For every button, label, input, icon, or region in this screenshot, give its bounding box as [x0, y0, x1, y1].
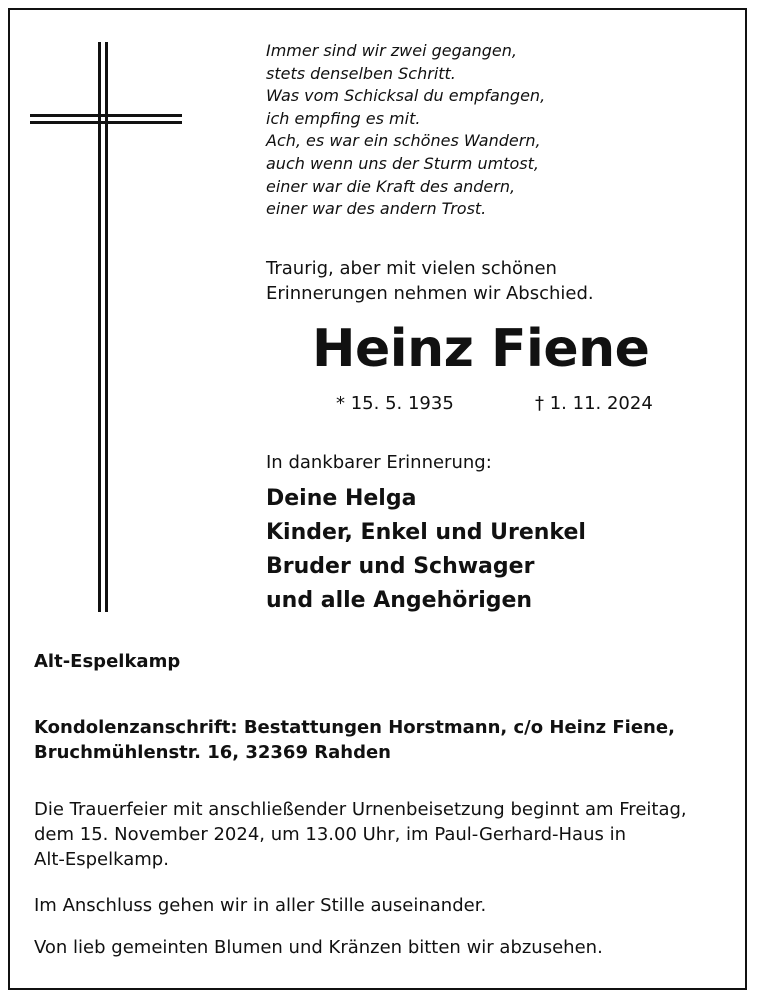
poem-line: auch wenn uns der Sturm umtost,: [266, 153, 539, 173]
poem-line: einer war des andern Trost.: [266, 199, 487, 219]
deceased-name: Heinz Fiene: [312, 319, 650, 379]
mourner: Bruder und Schwager: [266, 554, 535, 579]
farewell-intro: [266, 256, 726, 306]
poem: [266, 40, 726, 221]
condolence-address: [34, 715, 734, 765]
cross-icon: [30, 42, 182, 612]
intro-line: Erinnerungen nehmen wir Abschied.: [266, 283, 594, 304]
thanks-line: In dankbarer Erinnerung:: [266, 452, 492, 473]
poem-line: stets denselben Schritt.: [266, 63, 456, 83]
poem-line: ich empfing es mit.: [266, 108, 421, 128]
ceremony-info: [34, 797, 734, 872]
ceremony-line: Alt-Espelkamp.: [34, 849, 169, 870]
mourners-list: [266, 482, 586, 618]
poem-line: Immer sind wir zwei gegangen,: [266, 41, 517, 60]
ceremony-line: Die Trauerfeier mit anschließender Urnenbeisetzung beginnt am Freitag,: [34, 799, 687, 820]
birth-date: * 15. 5. 1935: [336, 393, 454, 414]
mourner: und alle Angehörigen: [266, 588, 533, 613]
intro-line: Traurig, aber mit vielen schönen: [266, 258, 557, 279]
flowers-note: Von lieb gemeinten Blumen und Kränzen bitten wir abzusehen.: [34, 937, 603, 958]
condolence-line: Kondolenzanschrift: Bestattungen Horstmann, c/o Heinz Fiene,: [34, 717, 675, 738]
mourner: Deine Helga: [266, 486, 417, 511]
after-note: Im Anschluss gehen wir in aller Stille auseinander.: [34, 895, 487, 916]
condolence-line: Bruchmühlenstr. 16, 32369 Rahden: [34, 742, 391, 763]
mourner: Kinder, Enkel und Urenkel: [266, 520, 586, 545]
ceremony-line: dem 15. November 2024, um 13.00 Uhr, im Paul-Gerhard-Haus in: [34, 824, 626, 845]
place: Alt-Espelkamp: [34, 651, 181, 672]
poem-line: Ach, es war ein schönes Wandern,: [266, 131, 541, 151]
death-date: † 1. 11. 2024: [535, 393, 653, 414]
poem-line: einer war die Kraft des andern,: [266, 176, 516, 196]
poem-line: Was vom Schicksal du empfangen,: [266, 86, 546, 106]
